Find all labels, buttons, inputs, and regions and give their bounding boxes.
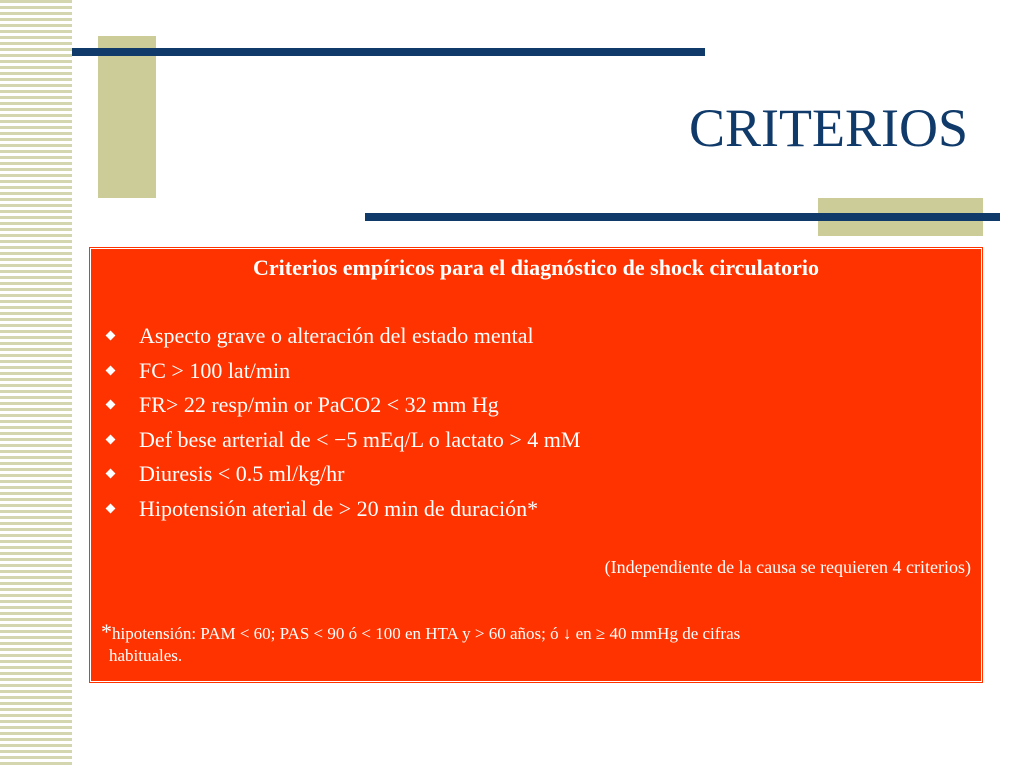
list-item-text: FR> 22 resp/min or PaCO2 < 32 mm Hg: [139, 392, 499, 417]
criteria-box: [90, 248, 982, 682]
criteria-note: (Independiente de la causa se requieren 4 criterios): [604, 557, 971, 577]
list-item: [105, 319, 580, 354]
diamond-bullet-icon: [106, 469, 116, 479]
bottom-accent-line: [365, 213, 1000, 221]
list-item: [105, 492, 580, 527]
list-item-text: FC > 100 lat/min: [139, 357, 291, 383]
list-item-text: Aspecto grave o alteración del estado mental: [139, 323, 534, 348]
footnote-star: *: [101, 619, 112, 644]
list-item: [105, 388, 580, 423]
list-item: [105, 354, 580, 389]
decor-square-left: [98, 36, 156, 198]
diamond-bullet-icon: [106, 503, 116, 513]
footnote-line-2: habituales.: [109, 646, 183, 665]
diamond-bullet-icon: [106, 365, 116, 375]
diamond-bullet-icon: [106, 400, 116, 410]
criteria-list: [105, 319, 580, 526]
diamond-bullet-icon: [106, 434, 116, 444]
list-item: [105, 457, 580, 492]
left-stripe-decoration: [0, 0, 72, 768]
list-item-text: Def bese arterial de < −5 mEq/L o lactato > 4 mM: [139, 426, 581, 452]
list-item: [105, 423, 580, 458]
box-header: Criterios empíricos para el diagnóstico de shock circulatorio: [252, 255, 820, 280]
list-item-text: Hipotensión aterial de > 20 min de duración*: [139, 495, 539, 521]
footnote: [101, 621, 971, 667]
slide-title: CRITERIOS: [688, 98, 968, 158]
list-item-text: Diuresis < 0.5 ml/kg/hr: [139, 461, 345, 486]
top-accent-line: [72, 48, 705, 56]
footnote-line-1: hipotensión: PAM < 60; PAS < 90 ó < 100 en HTA y > 60 años; ó ↓ en ≥ 40 mmHg de cifras: [112, 624, 741, 643]
diamond-bullet-icon: [106, 331, 116, 341]
